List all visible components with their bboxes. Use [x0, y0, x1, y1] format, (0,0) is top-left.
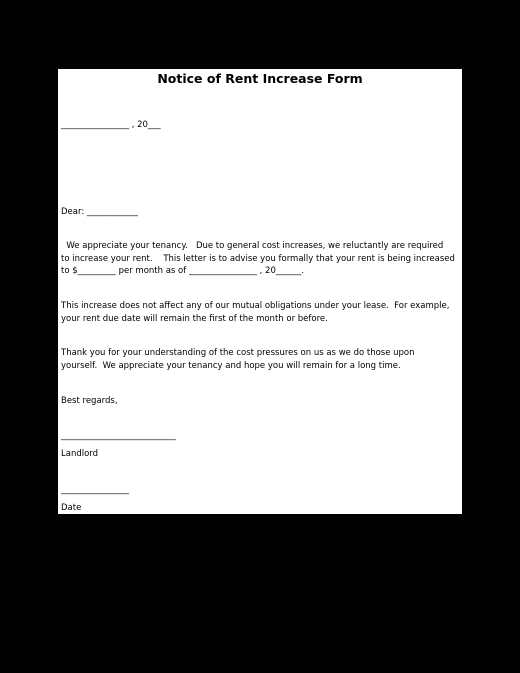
- paragraph-line: Thank you for your understanding of the cost pressures on us as we do those upon: [61, 348, 415, 358]
- date-signature-line: ________________: [61, 485, 129, 495]
- date-label: Date: [61, 503, 82, 513]
- paragraph-line: to increase your rent. This letter is to advise you formally that your rent is being increased: [61, 254, 455, 264]
- signature-line: ___________________________: [61, 431, 176, 441]
- paragraph-line: to $_________ per month as of ________________ , 20______.: [61, 266, 305, 276]
- letter-page: [58, 69, 462, 514]
- document-title: Notice of Rent Increase Form: [157, 71, 363, 86]
- signature-label: Landlord: [61, 449, 99, 459]
- closing: Best regards,: [61, 396, 118, 406]
- paragraph-line: This increase does not affect any of our mutual obligations under your lease. For example,: [61, 301, 450, 311]
- paragraph-line: your rent due date will remain the first of the month or before.: [61, 314, 328, 324]
- paragraph-line: yourself. We appreciate your tenancy and hope you will remain for a long time.: [61, 361, 401, 371]
- salutation: Dear: ____________: [61, 207, 138, 217]
- paragraph-line: We appreciate your tenancy. Due to general cost increases, we reluctantly are required: [61, 241, 444, 251]
- date-line: ________________ , 20___: [61, 120, 161, 130]
